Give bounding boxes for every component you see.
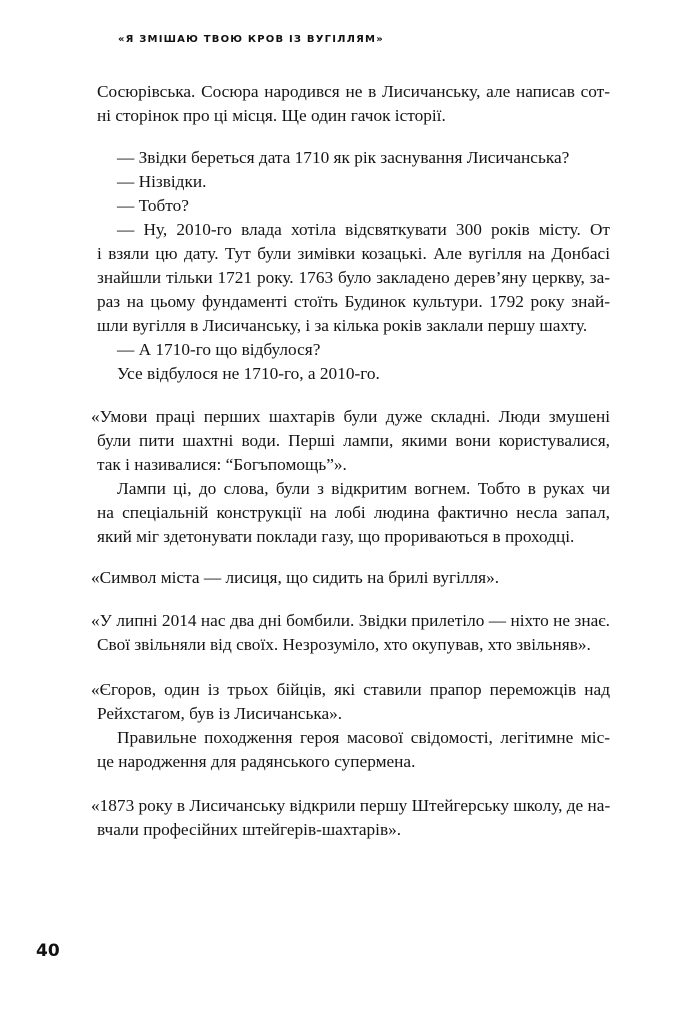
text-line: і взяли цю дату. Тут були зимівки козацькі. Але вугілля на Донбасі [97, 244, 610, 263]
running-head: «Я ЗМІШАЮ ТВОЮ КРОВ ІЗ ВУГІЛЛЯМ» [118, 34, 384, 45]
quote-line: Свої звільняли від своїх. Незрозуміло, хто окупував, хто звільняв». [97, 635, 591, 654]
dialogue-line: — Тобто? [117, 196, 189, 215]
quote-line: «У липні 2014 нас два дні бомбили. Звідки прилетіло — ніхто не знає. [91, 611, 610, 630]
text-line: шли вугілля в Лисичанську, і за кілька років заклали першу шахту. [97, 316, 588, 335]
quote-line: так і називалися: “Богъпомощь”». [97, 455, 347, 474]
text-line: який міг здетонувати поклади газу, що прориваються в проходці. [97, 527, 575, 546]
quote-line: Рейхстагом, був із Лисичанська». [97, 704, 343, 723]
dialogue-line: — А 1710-го що відбулося? [117, 340, 321, 359]
dialogue-line: — Нізвідки. [117, 172, 207, 191]
quote-line: були пити шахтні води. Перші лампи, якими вони користувалися, [97, 431, 610, 450]
text-line: Лампи ці, до слова, були з відкритим вогнем. Тобто в руках чи [117, 479, 610, 498]
text-line: Правильне походження героя масової свідомості, легітимне міс- [117, 728, 610, 747]
quote-line: «Символ міста — лисиця, що сидить на брилі вугілля». [91, 568, 500, 587]
text-line: це народження для радянського супермена. [97, 752, 416, 771]
text-line: ні сторінок про ці місця. Ще один гачок історії. [97, 106, 446, 125]
text-line: на спеціальній конструкції на лобі людина фактично несла запал, [97, 503, 610, 522]
quote-line: «Умови праці перших шахтарів були дуже складні. Люди змушені [91, 407, 610, 426]
quote-line: «Єгоров, один із трьох бійців, які ставили прапор переможців над [91, 680, 610, 699]
text-line: Усе відбулося не 1710-го, а 2010-го. [117, 364, 380, 383]
quote-line: вчали професійних штейгерів-шахтарів». [97, 820, 402, 839]
text-line: знайшли тільки 1721 року. 1763 було закладено дерев’яну церкву, за- [97, 268, 610, 287]
text-line: Сосюрівська. Сосюра народився не в Лисичанську, але написав сот- [97, 82, 610, 101]
text-line: раз на цьому фундаменті стоїть Будинок культури. 1792 року знай- [97, 292, 610, 311]
page-number: 40 [36, 941, 60, 961]
quote-line: «1873 року в Лисичанську відкрили першу Штейгерську школу, де на- [91, 796, 611, 815]
dialogue-line: — Звідки береться дата 1710 як рік заснування Лисичанська? [117, 148, 570, 167]
dialogue-line: — Ну, 2010-го влада хотіла відсвяткувати 300 років місту. От [117, 220, 610, 239]
